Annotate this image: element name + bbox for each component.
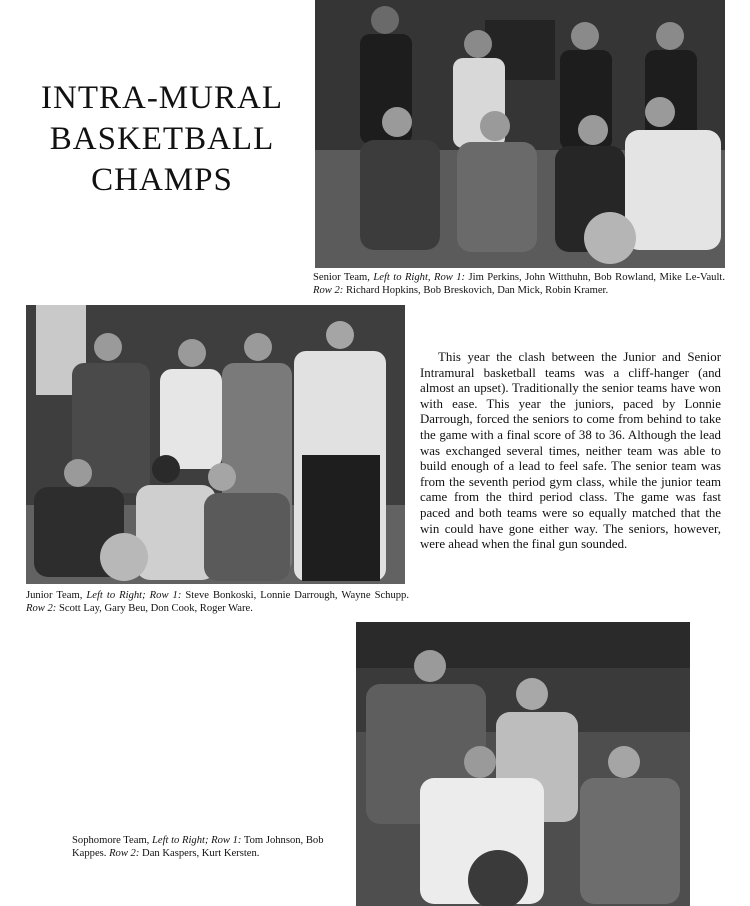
junior-caption-lr: Left to Right; Row 1: bbox=[86, 590, 182, 601]
junior-caption-team: Junior Team, bbox=[26, 590, 83, 601]
junior-team-photo bbox=[26, 305, 405, 584]
sophomore-caption-r2: Row 2: bbox=[109, 848, 140, 859]
title-line-3: CHAMPS bbox=[91, 162, 233, 198]
page-title bbox=[22, 78, 302, 201]
senior-team-photo bbox=[315, 0, 725, 268]
senior-caption-r2: Row 2: bbox=[313, 285, 344, 296]
article-body: This year the clash between the Junior and Senior Intramural basketball teams was a cliff-hanger (and almost an upset). Traditionally the senior teams have won with ease. This year the juniors, paced by Lonnie Darrough, forced the seniors to come from behind to take the game with a final score of 38 to 36. Although the lead was exchanged several times, neither team was able to build enough of a lead to feel safe. The senior team was from the seventh period gym class, while the junior team came from the third period class. The game was fast paced and both teams were so equally matched that the win could have gone either way. The seniors, however, were ahead when the final gun sounded. bbox=[420, 350, 721, 552]
senior-caption-lr: Left to Right, Row 1: bbox=[373, 272, 466, 283]
sophomore-caption-team: Sophomore Team, bbox=[72, 835, 150, 846]
sophomore-caption-row1: Tom Johnson, Bob Kappes. bbox=[72, 835, 324, 859]
senior-caption-row1: Jim Perkins, John Witthuhn, Bob Rowland, Mike Le-Vault. bbox=[468, 272, 725, 283]
title-line-2: BASKETBALL bbox=[49, 121, 275, 157]
senior-team-caption bbox=[313, 271, 725, 297]
sophomore-team-caption bbox=[72, 834, 344, 860]
junior-caption-row2: Scott Lay, Gary Beu, Don Cook, Roger Ware. bbox=[58, 603, 253, 614]
senior-caption-row2: Richard Hopkins, Bob Breskovich, Dan Mick, Robin Kramer. bbox=[345, 285, 609, 296]
title-line-1: INTRA-MURAL bbox=[41, 80, 283, 116]
sophomore-caption-lr: Left to Right; Row 1: bbox=[151, 835, 242, 846]
junior-team-caption bbox=[26, 589, 409, 615]
junior-caption-row1: Steve Bonkoski, Lonnie Darrough, Wayne Schupp. bbox=[185, 590, 409, 601]
sophomore-team-photo bbox=[356, 622, 690, 906]
junior-caption-r2: Row 2: bbox=[26, 603, 57, 614]
sophomore-caption-row2: Dan Kaspers, Kurt Kersten. bbox=[142, 848, 260, 859]
senior-caption-team: Senior Team, bbox=[313, 272, 370, 283]
